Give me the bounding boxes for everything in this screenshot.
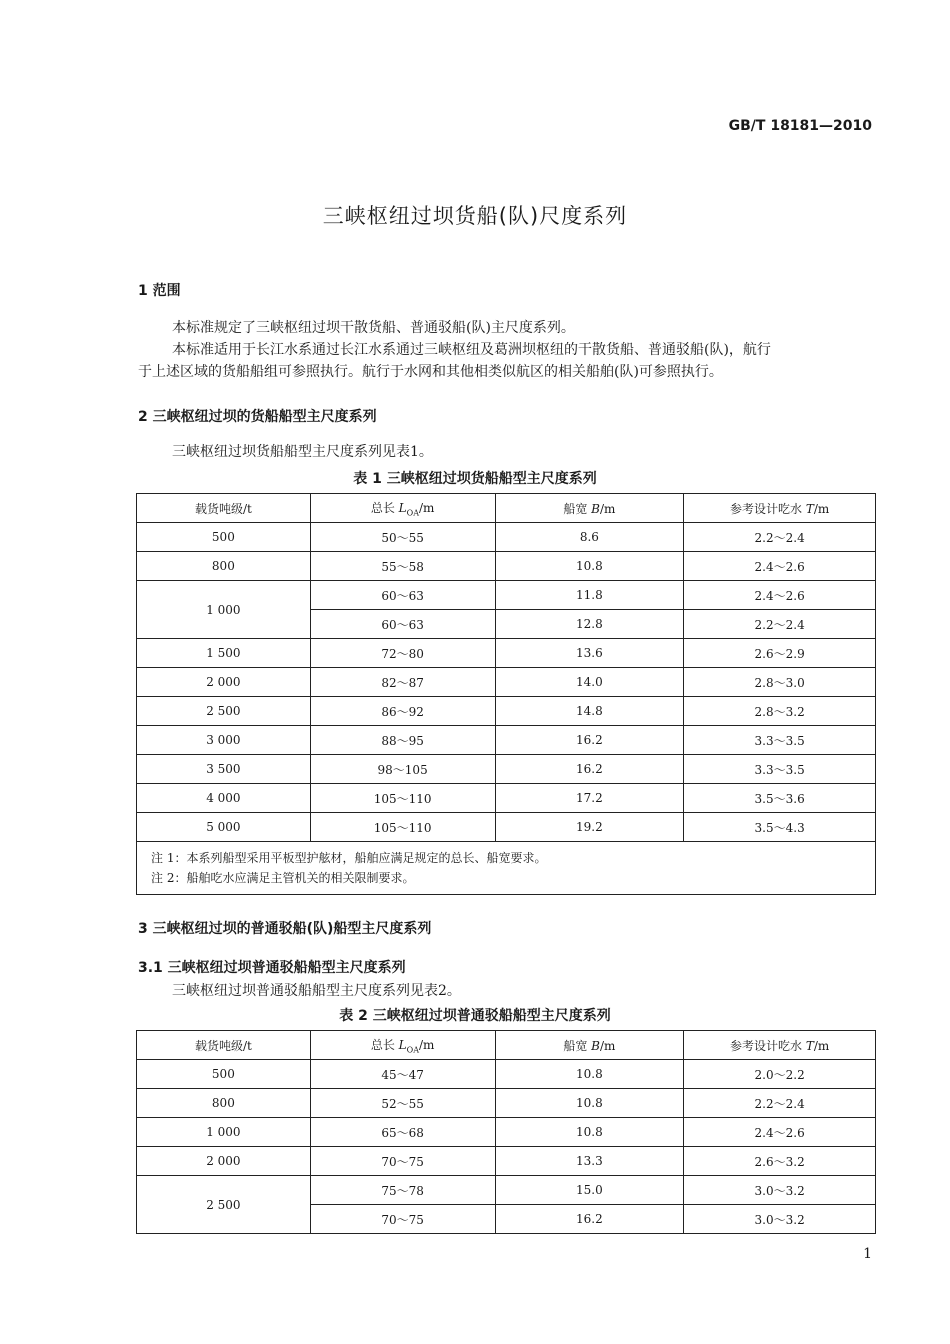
table-row	[137, 813, 876, 842]
cell-beam: 16.2	[495, 1205, 684, 1234]
cell-draft: 2.4～2.6	[684, 581, 876, 610]
header-beam-var: B	[591, 501, 600, 516]
paragraph: 本标准规定了三峡枢纽过坝干散货船、普通驳船(队)主尺度系列。	[172, 320, 575, 336]
cell-tonnage: 500	[137, 523, 311, 552]
cell-draft: 2.6～3.2	[684, 1147, 876, 1176]
cell-length: 70～75	[310, 1147, 495, 1176]
cell-length: 75～78	[310, 1176, 495, 1205]
cell-tonnage: 2 500	[137, 697, 311, 726]
header-beam-unit: /m	[599, 1038, 616, 1053]
cell-draft: 3.0～3.2	[684, 1205, 876, 1234]
cell-draft: 2.8～3.0	[684, 668, 876, 697]
cell-draft: 2.8～3.2	[684, 697, 876, 726]
header-draft-unit: /m	[813, 1038, 830, 1053]
table-row	[137, 1147, 876, 1176]
table-row	[137, 1176, 876, 1205]
header-length-sub: OA	[406, 508, 419, 518]
table-row	[137, 784, 876, 813]
table-row	[137, 552, 876, 581]
header-beam-label: 船宽	[563, 501, 592, 516]
cell-length: 60～63	[310, 581, 495, 610]
cell-length: 60～63	[310, 610, 495, 639]
cell-beam: 8.6	[495, 523, 684, 552]
table-1	[136, 493, 876, 895]
header-beam	[495, 494, 684, 523]
cell-length: 86～92	[310, 697, 495, 726]
header-length-unit: /m	[418, 500, 435, 515]
table-note: 注 2：船舶吃水应满足主管机关的相关限制要求。	[151, 871, 415, 885]
table-note: 注 1：本系列船型采用平板型护舷材，船舶应满足规定的总长、船宽要求。	[151, 851, 547, 865]
cell-length: 82～87	[310, 668, 495, 697]
cell-draft: 3.0～3.2	[684, 1176, 876, 1205]
table-row	[137, 668, 876, 697]
table-row	[137, 581, 876, 610]
cell-beam: 16.2	[495, 726, 684, 755]
section-3-heading: 3 三峡枢纽过坝的普通驳船(队)船型主尺度系列	[138, 921, 432, 937]
section-1-body	[138, 317, 878, 383]
cell-beam: 15.0	[495, 1176, 684, 1205]
cell-length: 105～110	[310, 813, 495, 842]
header-length-label: 总长	[370, 1037, 399, 1052]
cell-tonnage: 800	[137, 552, 311, 581]
cell-draft: 2.6～2.9	[684, 639, 876, 668]
table-row	[137, 726, 876, 755]
header-tonnage: 载货吨级/t	[137, 494, 311, 523]
cell-tonnage: 3 000	[137, 726, 311, 755]
table-notes	[137, 842, 876, 895]
cell-beam: 14.8	[495, 697, 684, 726]
header-length-var: L	[398, 500, 407, 515]
header-draft-var: T	[805, 1038, 814, 1053]
cell-beam: 10.8	[495, 552, 684, 581]
cell-length: 98～105	[310, 755, 495, 784]
cell-beam: 14.0	[495, 668, 684, 697]
header-beam	[495, 1031, 684, 1060]
cell-draft: 3.5～3.6	[684, 784, 876, 813]
header-draft-label: 参考设计吃水	[729, 1038, 806, 1053]
cell-beam: 17.2	[495, 784, 684, 813]
cell-draft: 2.2～2.4	[684, 523, 876, 552]
header-length	[310, 494, 495, 523]
cell-beam: 10.8	[495, 1089, 684, 1118]
cell-length: 70～75	[310, 1205, 495, 1234]
section-3-1-body: 三峡枢纽过坝普通驳船船型主尺度系列见表2。	[172, 983, 461, 999]
cell-beam: 13.6	[495, 639, 684, 668]
cell-length: 72～80	[310, 639, 495, 668]
standard-code: GB/T 18181—2010	[728, 118, 872, 134]
header-length-unit: /m	[418, 1037, 435, 1052]
header-draft	[684, 1031, 876, 1060]
cell-draft: 3.3～3.5	[684, 755, 876, 784]
table-notes-row	[137, 842, 876, 895]
cell-length: 45～47	[310, 1060, 495, 1089]
cell-beam: 19.2	[495, 813, 684, 842]
header-tonnage: 载货吨级/t	[137, 1031, 311, 1060]
header-draft-unit: /m	[813, 501, 830, 516]
cell-beam: 10.8	[495, 1118, 684, 1147]
cell-draft: 2.0～2.2	[684, 1060, 876, 1089]
section-2-heading: 2 三峡枢纽过坝的货船船型主尺度系列	[138, 409, 377, 425]
table-row	[137, 639, 876, 668]
table-1-caption: 表 1 三峡枢纽过坝货船船型主尺度系列	[353, 471, 597, 487]
page-number: 1	[863, 1246, 872, 1262]
cell-draft: 3.3～3.5	[684, 726, 876, 755]
cell-draft: 3.5～4.3	[684, 813, 876, 842]
table-row	[137, 755, 876, 784]
cell-tonnage: 1 000	[137, 581, 311, 639]
cell-draft: 2.2～2.4	[684, 610, 876, 639]
table-row	[137, 1118, 876, 1147]
cell-beam: 11.8	[495, 581, 684, 610]
header-draft-var: T	[805, 501, 814, 516]
cell-tonnage: 2 500	[137, 1176, 311, 1234]
cell-length: 65～68	[310, 1118, 495, 1147]
cell-tonnage: 500	[137, 1060, 311, 1089]
cell-tonnage: 1 500	[137, 639, 311, 668]
table-header-row	[137, 494, 876, 523]
document-title: 三峡枢纽过坝货船(队)尺度系列	[322, 204, 628, 228]
cell-length: 88～95	[310, 726, 495, 755]
paragraph: 于上述区域的货船船组可参照执行。航行于水网和其他相类似航区的相关船舶(队)可参照执行。	[138, 364, 723, 380]
header-length-label: 总长	[370, 500, 399, 515]
paragraph: 本标准适用于长江水系通过长江水系通过三峡枢纽及葛洲坝枢纽的干散货船、普通驳船(队)，航行	[172, 342, 771, 358]
section-1-heading: 1 范围	[138, 283, 181, 299]
cell-tonnage: 3 500	[137, 755, 311, 784]
header-length-var: L	[398, 1037, 407, 1052]
cell-tonnage: 2 000	[137, 1147, 311, 1176]
cell-beam: 12.8	[495, 610, 684, 639]
cell-beam: 16.2	[495, 755, 684, 784]
cell-length: 52～55	[310, 1089, 495, 1118]
cell-length: 105～110	[310, 784, 495, 813]
header-draft-label: 参考设计吃水	[729, 501, 806, 516]
table-row	[137, 1089, 876, 1118]
cell-tonnage: 4 000	[137, 784, 311, 813]
header-beam-unit: /m	[599, 501, 616, 516]
header-beam-var: B	[591, 1038, 600, 1053]
cell-draft: 2.4～2.6	[684, 552, 876, 581]
table-row	[137, 1060, 876, 1089]
cell-length: 55～58	[310, 552, 495, 581]
table-header-row	[137, 1031, 876, 1060]
table-2-caption: 表 2 三峡枢纽过坝普通驳船船型主尺度系列	[339, 1008, 611, 1024]
section-3-1-heading: 3.1 三峡枢纽过坝普通驳船船型主尺度系列	[138, 960, 406, 976]
cell-length: 50～55	[310, 523, 495, 552]
table-2	[136, 1030, 876, 1234]
table-row	[137, 523, 876, 552]
cell-draft: 2.4～2.6	[684, 1118, 876, 1147]
header-draft	[684, 494, 876, 523]
cell-beam: 10.8	[495, 1060, 684, 1089]
table-row	[137, 697, 876, 726]
header-beam-label: 船宽	[563, 1038, 592, 1053]
header-length-sub: OA	[406, 1045, 419, 1055]
cell-tonnage: 2 000	[137, 668, 311, 697]
cell-tonnage: 1 000	[137, 1118, 311, 1147]
header-length	[310, 1031, 495, 1060]
cell-draft: 2.2～2.4	[684, 1089, 876, 1118]
cell-tonnage: 800	[137, 1089, 311, 1118]
section-2-body: 三峡枢纽过坝货船船型主尺度系列见表1。	[172, 444, 433, 460]
cell-beam: 13.3	[495, 1147, 684, 1176]
cell-tonnage: 5 000	[137, 813, 311, 842]
